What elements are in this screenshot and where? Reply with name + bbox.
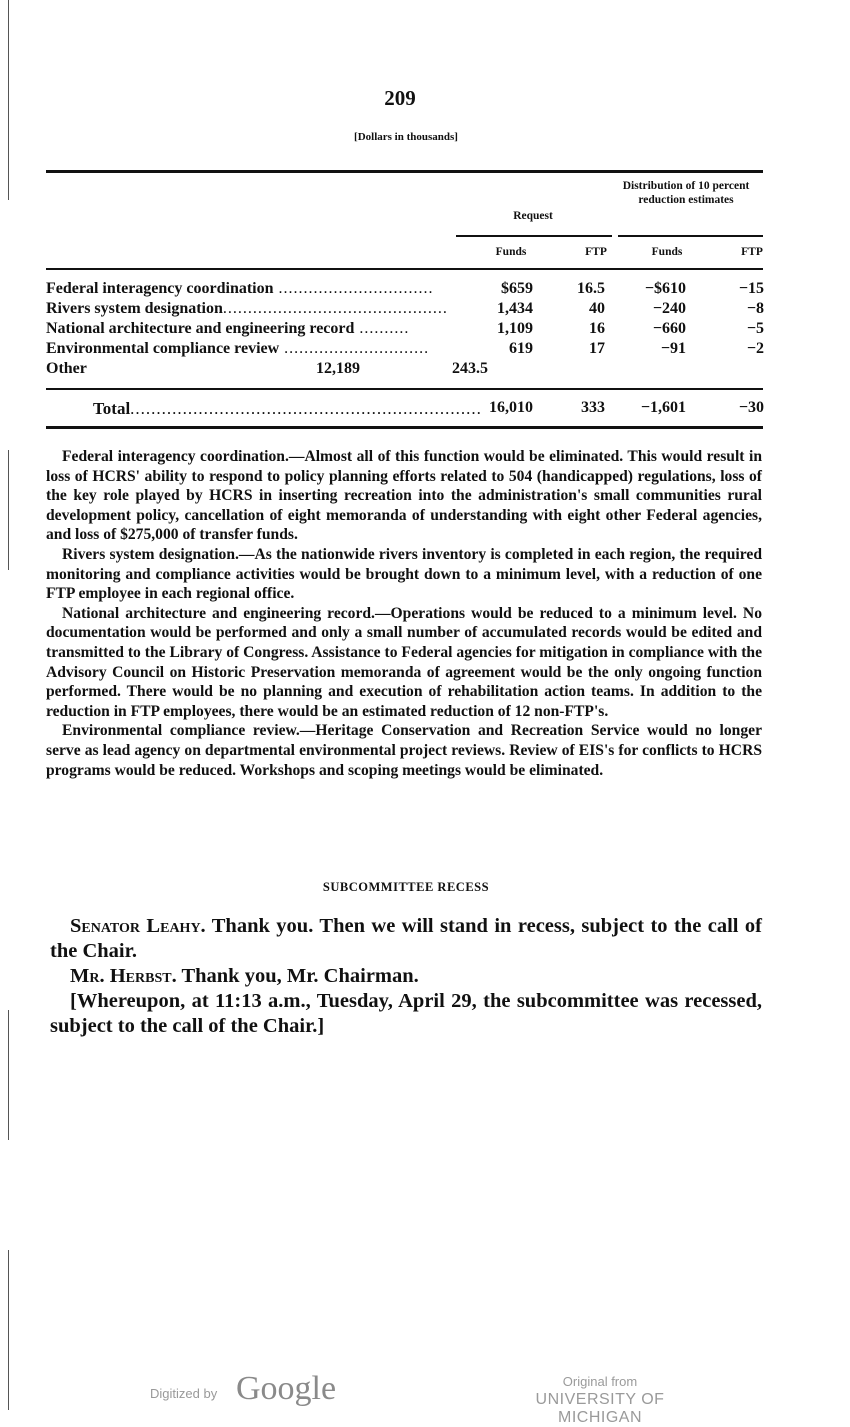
paragraph-federal-interagency: Federal interagency coordination.—Almost all of this function would be eliminated. This would result in loss of HCRS' ability to respond to policy planning efforts related to 504 (handicapped) regulations, loss of the key role played by HCRS in inserting recreation into the administration's small communities rural development policy, cancellation of eight memoranda of understanding with eight other Federal agencies, and loss of $275,000 of transfer funds.: [46, 448, 762, 544]
cell-funds: 12,189: [316, 360, 360, 377]
row-label: Federal interagency coordination: [46, 280, 274, 297]
row-label: Total: [93, 399, 131, 418]
cell-dist-ftp: −8: [746, 300, 764, 317]
cell-funds: 1,434: [497, 300, 533, 317]
cell-ftp: 40: [589, 300, 605, 317]
header-dist-funds: Funds: [651, 246, 683, 258]
header-rule-request: [456, 235, 612, 237]
cell-funds: 16,010: [489, 399, 533, 416]
cell-ftp: 243.5: [452, 360, 488, 377]
row-label: Rivers system designation: [46, 300, 223, 317]
leader-dots: .............................................: [222, 300, 448, 317]
scan-edge-mark: [8, 1250, 9, 1410]
leader-dots: ..........: [354, 320, 410, 337]
table-row-total: [46, 399, 766, 419]
cell-dist-ftp: −2: [746, 340, 764, 357]
speech-text: Thank you. Then we will stand in recess, subject to the call of the Chair.: [50, 915, 762, 962]
cell-dist-funds: −$610: [644, 280, 686, 297]
table-row: [46, 280, 766, 300]
paragraph-environmental-compliance: Environmental compliance review.—Heritage Conservation and Recreation Service would no longer serve as lead agency on departmental environmental project reviews. Review of EIS's for conflicts to HCRS programs would be reduced. Workshops and scoping meetings would be eliminated.: [46, 722, 762, 779]
header-funds: Funds: [495, 246, 527, 258]
header-group-distribution: Distribution of 10 percent reduction estimates: [622, 180, 750, 206]
speaker-name: Mr. Herbst.: [70, 965, 177, 987]
leader-dots: ...................................................................: [130, 399, 482, 418]
table-row: [46, 320, 766, 340]
cell-ftp: 16.5: [577, 280, 605, 297]
table-row: [46, 340, 766, 360]
header-ftp: FTP: [585, 246, 607, 258]
digitized-by-label: Digitized by: [150, 1386, 218, 1401]
cell-dist-ftp: −5: [746, 320, 764, 337]
row-label: Environmental compliance review: [46, 340, 280, 357]
header-group-request: Request: [513, 210, 553, 222]
cell-dist-ftp: −15: [738, 280, 764, 297]
google-logo: Google: [236, 1370, 337, 1407]
original-from-note: [494, 1374, 706, 1427]
leahy-remark: [50, 914, 762, 964]
cell-dist-ftp: −30: [738, 399, 764, 416]
cell-dist-funds: −240: [652, 300, 686, 317]
cell-funds: $659: [501, 280, 533, 297]
cell-ftp: 16: [589, 320, 605, 337]
total-top-rule: [46, 388, 763, 390]
table-bottom-rule: [46, 426, 763, 429]
paragraph-rivers-system: Rivers system designation.—As the nationwide rivers inventory is completed in each region, the required monitoring and compliance activities would be brought down to a minimum level, with a reduction of one FTP employee in each regional office.: [46, 545, 762, 603]
table-top-rule: [46, 170, 763, 173]
row-label: National architecture and engineering record: [46, 320, 355, 337]
row-label: Other: [46, 360, 87, 377]
cell-dist-funds: −91: [660, 340, 686, 357]
herbst-remark: [50, 964, 762, 989]
institution-name: UNIVERSITY OF MICHIGAN: [535, 1391, 665, 1426]
header-dist-ftp: FTP: [741, 246, 763, 258]
whereupon-note: [Whereupon, at 11:13 a.m., Tuesday, April 29, the subcommittee was recessed, subject to the call of the Chair.]: [50, 990, 762, 1037]
leader-dots: .............................: [279, 340, 430, 357]
section-title: SUBCOMMITTEE RECESS: [322, 880, 490, 894]
speech-text: Thank you, Mr. Chairman.: [176, 965, 419, 987]
table-row: [46, 300, 766, 320]
units-note: [Dollars in thousands]: [354, 131, 458, 143]
table-row-other: [46, 360, 766, 380]
speaker-name: Senator Leahy.: [70, 915, 206, 937]
paragraph-national-architecture: National architecture and engineering record.—Operations would be reduced to a minimum level. No documentation would be performed and only a small number of accumulated records would be edited and transmitted to the Library of Congress. Assistance to Federal agencies for mitigation in compliance with the Advisory Council on Historic Preservation memoranda of agreement would be the only ongoing function performed. There would be no planning and execution of rehabilitation action teams. In addition to the reduction in FTP employees, there would be an estimated reduction of 12 non-FTP's.: [46, 604, 762, 720]
cell-dist-funds: −1,601: [640, 399, 686, 416]
cell-funds: 1,109: [497, 320, 533, 337]
body-paragraphs: [46, 447, 762, 780]
cell-ftp: 17: [589, 340, 605, 357]
scan-edge-mark: [8, 450, 9, 570]
cell-funds: 619: [509, 340, 533, 357]
header-bottom-rule: [46, 268, 763, 270]
leader-dots: ...............................: [273, 280, 434, 297]
cell-dist-funds: −660: [652, 320, 686, 337]
closing-remarks: [50, 914, 762, 1039]
original-from-label: Original from: [562, 1374, 638, 1389]
page-number: 209: [384, 86, 416, 110]
scan-edge-mark: [8, 1010, 9, 1140]
header-rule-distribution: [618, 235, 763, 237]
cell-ftp: 333: [581, 399, 605, 416]
